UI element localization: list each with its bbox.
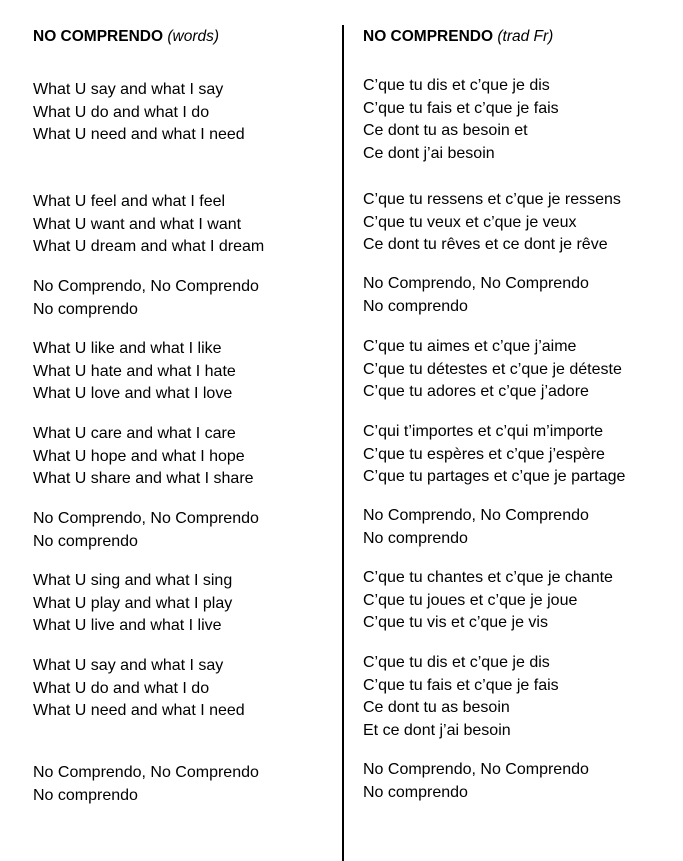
column-divider — [342, 25, 344, 861]
lyric-line: Ce dont tu as besoin et — [363, 122, 528, 139]
lyric-line: C’que tu vis et c’que je vis — [363, 614, 548, 631]
lyric-line: No Comprendo, No Comprendo — [363, 275, 589, 292]
lyric-line: C’que tu ressens et c’que je ressens — [363, 191, 621, 208]
left-stanza-2 — [33, 191, 264, 259]
lyric-line: What U dream and what I dream — [33, 238, 265, 255]
lyric-line: No Comprendo, No Comprendo — [33, 278, 259, 295]
right-stanza-6 — [363, 505, 589, 550]
lyric-line: What U say and what I say — [33, 81, 224, 98]
lyric-line: What U say and what I say — [33, 657, 224, 674]
lyric-line: What U play and what I play — [33, 594, 233, 612]
right-stanza-7 — [363, 567, 613, 635]
right-stanza-8 — [363, 652, 559, 742]
left-stanza-4 — [33, 338, 236, 406]
left-stanza-6 — [33, 508, 259, 553]
lyric-line: Ce dont j’ai besoin — [363, 144, 495, 162]
lyric-line: What U feel and what I feel — [33, 193, 226, 210]
lyric-line: No comprendo — [33, 786, 138, 804]
lyric-line: No comprendo — [363, 529, 468, 547]
lyric-line: C’que tu espères et c’que j’espère — [363, 445, 605, 463]
lyric-line: No Comprendo, No Comprendo — [363, 761, 589, 778]
left-stanza-7 — [33, 570, 232, 638]
lyric-line: Ce dont tu rêves et ce dont je rêve — [363, 236, 608, 253]
lyric-line: No comprendo — [363, 783, 468, 801]
lyric-line: No comprendo — [363, 297, 468, 315]
lyric-line: C’que tu partages et c’que je partage — [363, 468, 626, 485]
lyric-line: C’que tu détestes et c’que je déteste — [363, 360, 622, 378]
lyric-line: C’que tu chantes et c’que je chante — [363, 569, 613, 586]
lyric-line: Et ce dont j’ai besoin — [363, 721, 511, 739]
lyric-line: What U need and what I need — [33, 702, 245, 719]
left-stanza-9 — [33, 762, 259, 807]
lyric-line: C’que tu veux et c’que je veux — [363, 213, 577, 231]
right-stanza-9 — [363, 759, 589, 804]
left-stanza-3 — [33, 276, 259, 321]
right-title — [363, 27, 553, 47]
lyric-line: Ce dont tu as besoin — [363, 699, 510, 716]
lyric-line: What U like and what I like — [33, 340, 222, 357]
lyric-line: C’que tu adores et c’que j’adore — [363, 383, 589, 400]
lyric-line: C’que tu fais et c’que je fais — [363, 676, 559, 694]
left-stanza-8 — [33, 655, 245, 723]
left-title-note: (words) — [167, 28, 220, 45]
lyric-line: What U hope and what I hope — [33, 447, 245, 465]
left-title — [33, 27, 219, 47]
right-stanza-2 — [363, 189, 621, 257]
lyric-line: C’qui t’importes et c’qui m’importe — [363, 423, 604, 440]
right-stanza-3 — [363, 273, 589, 318]
lyric-line: No Comprendo, No Comprendo — [33, 510, 259, 527]
lyric-line: What U do and what I do — [33, 103, 210, 121]
lyric-line: No Comprendo, No Comprendo — [363, 507, 589, 524]
lyric-line: C’que tu aimes et c’que j’aime — [363, 338, 577, 355]
lyric-line: What U love and what I love — [33, 385, 233, 402]
right-stanza-4 — [363, 336, 622, 404]
lyric-line: C’que tu dis et c’que je dis — [363, 77, 550, 94]
lyric-line: What U sing and what I sing — [33, 572, 233, 589]
left-stanza-5 — [33, 423, 254, 491]
left-stanza-1 — [33, 79, 245, 147]
lyric-line: What U want and what I want — [33, 215, 242, 233]
lyric-line: No Comprendo, No Comprendo — [33, 764, 259, 781]
right-title-main: NO COMPRENDO — [363, 28, 494, 45]
lyric-line: What U hate and what I hate — [33, 362, 236, 380]
lyric-line: What U care and what I care — [33, 425, 236, 442]
lyric-line: What U do and what I do — [33, 679, 210, 697]
lyric-line: C’que tu fais et c’que je fais — [363, 99, 559, 117]
right-stanza-5 — [363, 421, 625, 489]
right-title-note: (trad Fr) — [497, 28, 554, 45]
lyric-line: What U live and what I live — [33, 617, 222, 634]
lyric-line: What U share and what I share — [33, 470, 254, 487]
lyric-line: C’que tu dis et c’que je dis — [363, 654, 550, 671]
lyric-line: C’que tu joues et c’que je joue — [363, 591, 578, 609]
lyric-line: No comprendo — [33, 532, 138, 550]
lyric-line: What U need and what I need — [33, 126, 245, 143]
lyric-line: No comprendo — [33, 300, 138, 318]
left-title-main: NO COMPRENDO — [33, 28, 164, 45]
right-stanza-1 — [363, 75, 559, 165]
